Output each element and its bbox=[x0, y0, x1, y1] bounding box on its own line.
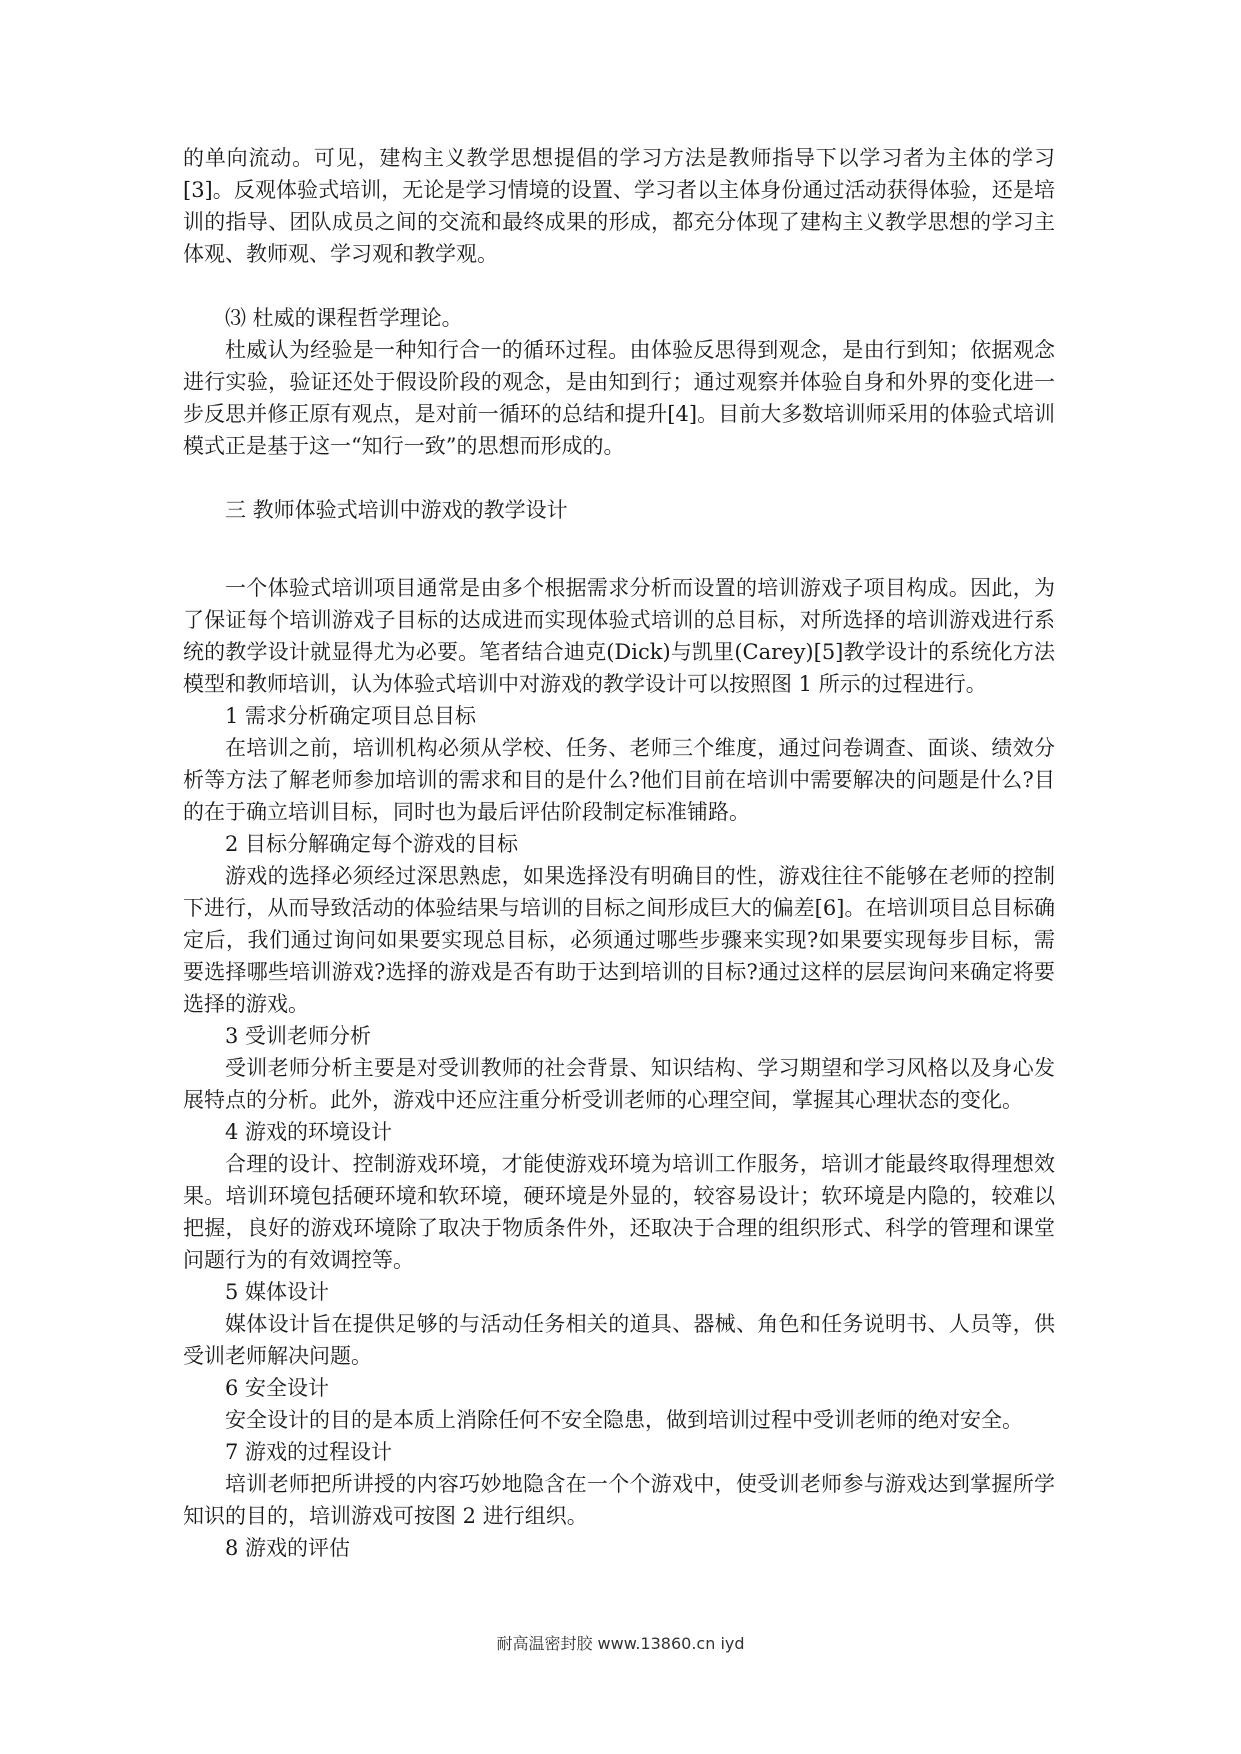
body-paragraph: 游戏的选择必须经过深思熟虑，如果选择没有明确目的性，游戏往往不能够在老师的控制下进行，从而导致活动的体验结果与培训的目标之间形成巨大的偏差[6]。在培训项目总目标确定后，我们通过询问如果要实现总目标，必须通过哪些步骤来实现?如果要实现每步目标，需要选择哪些培训游戏?选择的游戏是否有助于达到培训的目标?通过这样的层层询问来确定将要选择的游戏。 bbox=[183, 864, 1055, 1016]
body-paragraph: 在培训之前，培训机构必须从学校、任务、老师三个维度，通过问卷调查、面谈、绩效分析等方法了解老师参加培训的需求和目的是什么?他们目前在培训中需要解决的问题是什么?目的在于确立培训目标，同时也为最后评估阶段制定标准铺路。 bbox=[183, 736, 1055, 824]
item-heading: 5 媒体设计 bbox=[225, 1280, 330, 1304]
item-heading: 7 游戏的过程设计 bbox=[225, 1440, 393, 1464]
item-heading: 8 游戏的评估 bbox=[225, 1536, 351, 1560]
body-paragraph: 培训老师把所讲授的内容巧妙地隐含在一个个游戏中，使受训老师参与游戏达到掌握所学知识的目的，培训游戏可按图 2 进行组织。 bbox=[183, 1472, 1055, 1528]
body-paragraph: 的单向流动。可见，建构主义教学思想提倡的学习方法是教师指导下以学习者为主体的学习[3]。反观体验式培训，无论是学习情境的设置、学习者以主体身份通过活动获得体验，还是培训的指导、团队成员之间的交流和最终成果的形成，都充分体现了建构主义教学思想的学习主体观、教师观、学习观和教学观。 bbox=[183, 146, 1055, 266]
page-footer: 耐高温密封胶 www.13860.cn iyd bbox=[496, 1634, 745, 1653]
body-paragraph: 媒体设计旨在提供足够的与活动任务相关的道具、器械、角色和任务说明书、人员等，供受训老师解决问题。 bbox=[183, 1312, 1055, 1368]
item-heading: 3 受训老师分析 bbox=[225, 1024, 372, 1048]
item-heading: 4 游戏的环境设计 bbox=[225, 1120, 393, 1144]
body-paragraph: 受训老师分析主要是对受训教师的社会背景、知识结构、学习期望和学习风格以及身心发展特点的分析。此外，游戏中还应注重分析受训老师的心理空间，掌握其心理状态的变化。 bbox=[183, 1056, 1055, 1112]
item-heading: 2 目标分解确定每个游戏的目标 bbox=[225, 832, 519, 856]
subsection-heading: ⑶ 杜威的课程哲学理论。 bbox=[225, 306, 463, 330]
section-heading: 三 教师体验式培训中游戏的教学设计 bbox=[225, 498, 568, 522]
item-heading: 6 安全设计 bbox=[225, 1376, 330, 1400]
body-paragraph: 合理的设计、控制游戏环境，才能使游戏环境为培训工作服务，培训才能最终取得理想效果。培训环境包括硬环境和软环境，硬环境是外显的，较容易设计；软环境是内隐的，较难以把握，良好的游戏环境除了取决于物质条件外，还取决于合理的组织形式、科学的管理和课堂问题行为的有效调控等。 bbox=[183, 1152, 1055, 1272]
body-paragraph: 一个体验式培训项目通常是由多个根据需求分析而设置的培训游戏子项目构成。因此，为了保证每个培训游戏子目标的达成进而实现体验式培训的总目标，对所选择的培训游戏进行系统的教学设计就显得尤为必要。笔者结合迪克(Dick)与凯里(Carey)[5]教学设计的系统化方法模型和教师培训，认为体验式培训中对游戏的教学设计可以按照图 1 所示的过程进行。 bbox=[183, 576, 1055, 696]
body-paragraph: 杜威认为经验是一种知行合一的循环过程。由体验反思得到观念，是由行到知；依据观念进行实验，验证还处于假设阶段的观念，是由知到行；通过观察并体验自身和外界的变化进一步反思并修正原有观点，是对前一循环的总结和提升[4]。目前大多数培训师采用的体验式培训模式正是基于这一“知行一致”的思想而形成的。 bbox=[183, 338, 1055, 458]
document-body bbox=[183, 142, 1055, 1564]
body-paragraph: 安全设计的目的是本质上消除任何不安全隐患，做到培训过程中受训老师的绝对安全。 bbox=[225, 1408, 1023, 1432]
item-heading: 1 需求分析确定项目总目标 bbox=[225, 704, 477, 728]
